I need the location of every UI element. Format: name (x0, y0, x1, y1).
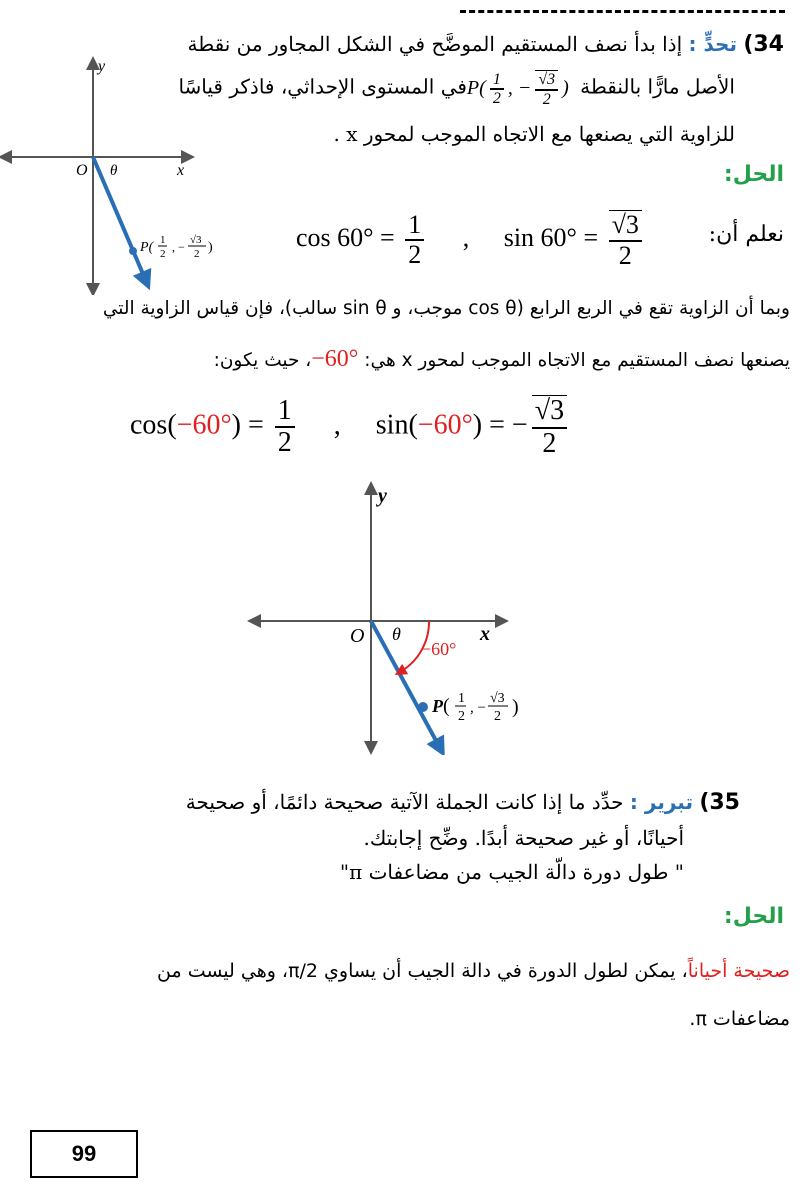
svg-text:√3: √3 (190, 234, 202, 246)
q34-text-line1: إذا بدأ نصف المستقيم الموضَّح في الشكل المجاور من نقطة (187, 32, 683, 56)
large-graph (240, 480, 540, 755)
svg-text:2: 2 (494, 709, 501, 724)
page-number: 99 (30, 1130, 138, 1178)
large-axis-x-label: x (480, 623, 490, 645)
q35-line1 (40, 790, 740, 815)
q34-solution-label: الحل: (723, 162, 784, 187)
svg-text:1: 1 (458, 691, 465, 706)
small-P-label: P( (140, 240, 154, 255)
svg-text:2: 2 (160, 248, 166, 260)
small-axis-x-label: x (177, 162, 185, 179)
small-origin-label: O (76, 162, 88, 179)
svg-text:1: 1 (160, 234, 166, 246)
q34-reason-line2: يصنعها نصف المستقيم مع الاتجاه الموجب لمحور x هي: −60°، حيث يكون: (213, 346, 790, 372)
q34-label: تحدٍّ : (688, 32, 737, 56)
small-ray (93, 157, 146, 281)
q35-label: تبرير : (629, 790, 693, 814)
q34-point-P: P( $\frac{1}{2}$ , − $\frac{√3}{2}$ ) (466, 70, 574, 108)
small-axis-y-label: y (98, 58, 106, 75)
svg-text:): ) (512, 696, 519, 718)
small-theta-label: θ (110, 163, 118, 179)
svg-text:): ) (208, 240, 213, 255)
q35-number: 35) (699, 790, 740, 815)
q34-number: 34) (743, 32, 784, 57)
q35-line3: " طول دورة دالّة الجيب من مضاعفات π" (339, 860, 684, 884)
large-point-P (418, 702, 428, 712)
svg-text:, −: , − (172, 240, 185, 254)
q34-known-equations: cos 60° = $\frac{1}{2}$ , sin 60° = $\frac{√3}{2}$ (296, 210, 646, 270)
svg-text:√3: √3 (490, 691, 505, 706)
q34-known-label: نعلم أن: (708, 222, 784, 247)
svg-text:2: 2 (458, 709, 465, 724)
q34-reason-line1: وبما أن الزاوية تقع في الربع الرابع (cos θ موجب، و sin θ سالب)، فإن قياس الزاوية التي (102, 298, 790, 319)
top-dashed-rule (460, 10, 785, 13)
q34-final-equations: cos(−60°) = $\frac{1}{2}$ , sin(−60°) = − $\frac{√3}{2}$ (130, 395, 571, 460)
svg-text:, −: , − (470, 700, 486, 716)
q35-answer-line1: صحيحة أحياناً، يمكن لطول الدورة في دالة الجيب أن يساوي π/2، وهي ليست من (157, 960, 790, 982)
q34-line2: الأصل مارًّا بالنقطة P( $\frac{1}{2}$ , − $\frac{√3}{2}$ ) في المستوى الإحداثي، فاذكر قياسًا (178, 70, 735, 108)
svg-text:2: 2 (194, 248, 200, 260)
large-theta-label: θ (392, 624, 401, 644)
q34-line3: للزاوية التي يصنعها مع الاتجاه الموجب لمحور x . (333, 122, 735, 146)
large-P-label: P( (432, 695, 450, 717)
large-origin-label: O (350, 625, 365, 647)
q35-line2: أحيانًا، أو غير صحيحة أبدًا. وضِّح إجابتك. (363, 826, 684, 850)
small-point-P (129, 247, 137, 255)
q35-answer-line2: مضاعفات π. (689, 1008, 790, 1030)
q35-solution-label: الحل: (723, 904, 784, 929)
angle-label: −60° (421, 639, 457, 659)
q35-text-line1: حدِّد ما إذا كانت الجملة الآتية صحيحة دائمًا، أو صحيحة (185, 790, 624, 814)
small-graph (0, 55, 250, 295)
q34-line1 (124, 32, 784, 57)
q35-answer-highlight: صحيحة أحياناً (687, 960, 790, 982)
large-axis-y-label: y (378, 485, 387, 507)
